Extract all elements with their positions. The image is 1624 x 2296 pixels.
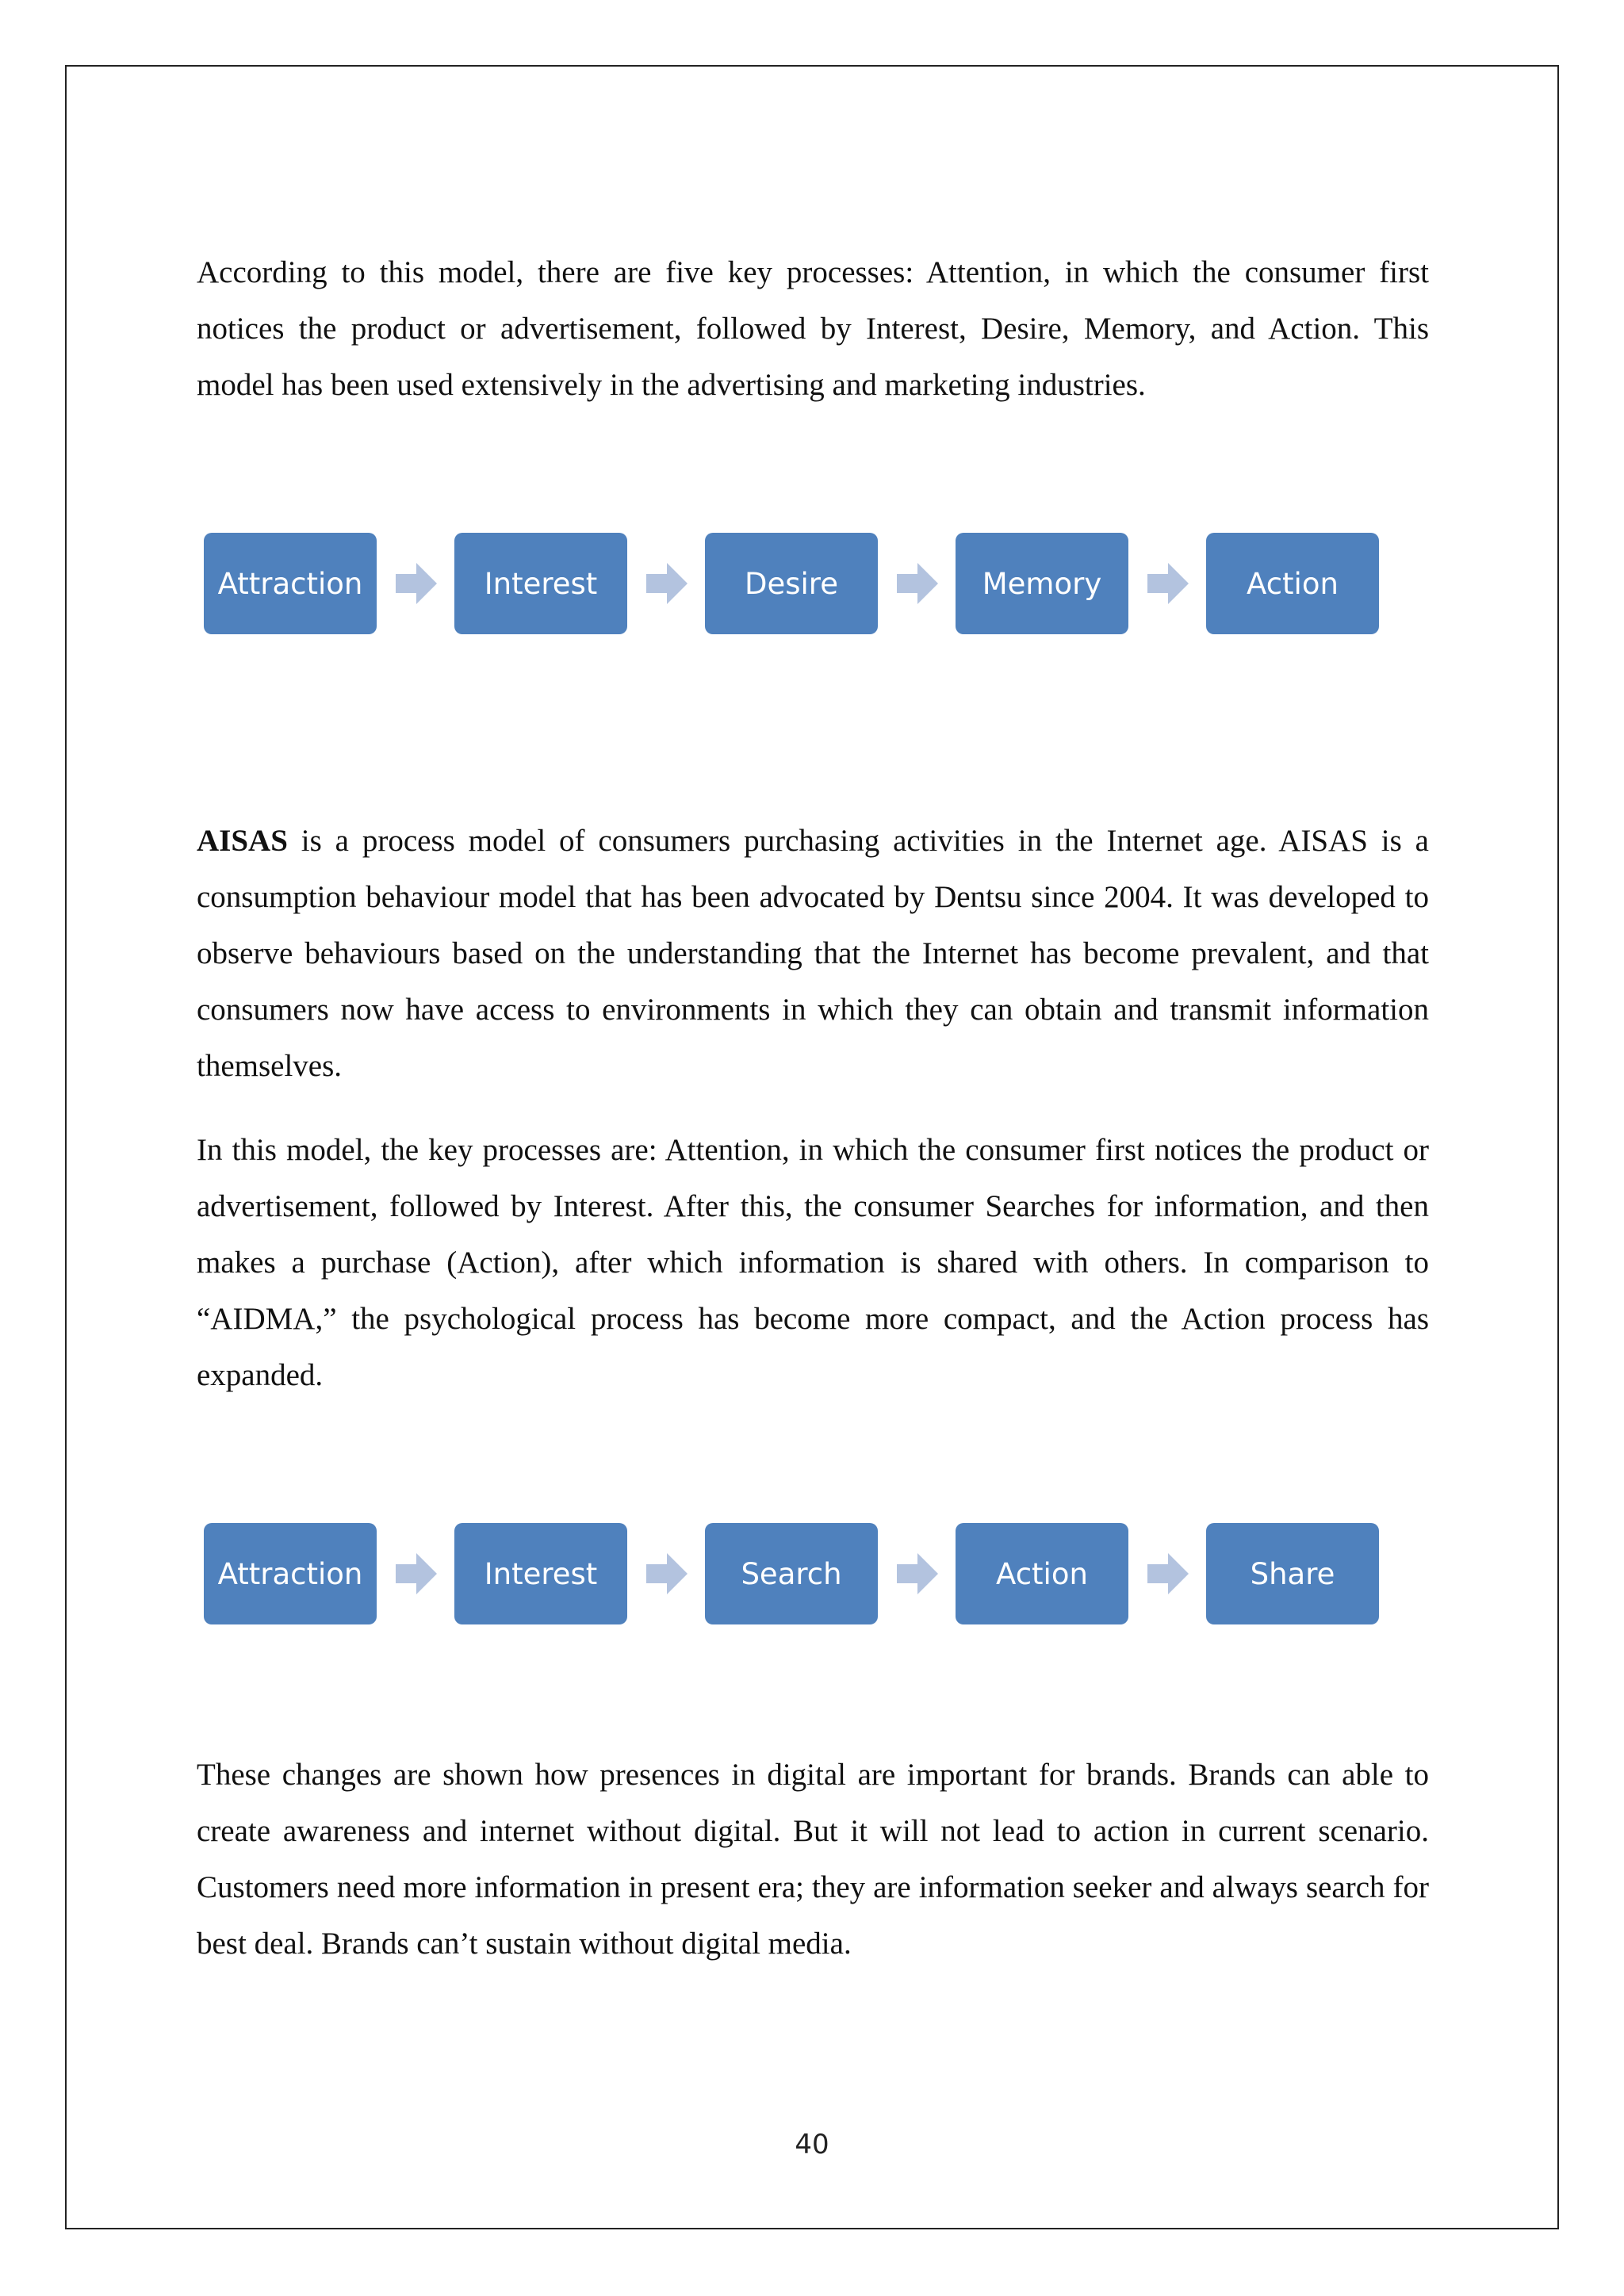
paragraph-aisas-process: In this model, the key processes are: Attention, in which the consumer first notices the product or advertisement, followed by Interest. After this, the consumer Searches for information, and then makes a purchase (Action), after which information is shared with others. In comparison to “AIDMA,” the psychological process has become more compact, and the Action process has expanded. [197, 1133, 1429, 1392]
aisas-definition-text: is a process model of consumers purchasing activities in the Internet age. AISAS is a consumption behaviour model that has been advocated by Dentsu since 2004. It was developed to observe behaviours based on the understanding that the Internet has become prevalent, and that consumers now have access to environments in which they can obtain and transmit information themselves. [197, 824, 1429, 1083]
aidma-step-action: Action [1206, 533, 1379, 634]
aisas-step-action: Action [956, 1523, 1128, 1624]
paragraph-conclusion: These changes are shown how presences in digital are important for brands. Brands can able to create awareness and internet without digital. But it will not lead to action in current scenario. Customers need more information in present era; they are information seeker and always search for best deal. Brands can’t sustain without digital media. [197, 1758, 1429, 1961]
right-arrow-icon [1147, 563, 1189, 604]
aidma-step-attraction: Attraction [204, 533, 377, 634]
aisas-flow-diagram [204, 1523, 1381, 1624]
page-number: 40 [795, 2129, 829, 2160]
aidma-step-desire: Desire [705, 533, 878, 634]
aisas-term: AISAS [197, 824, 288, 858]
aidma-flow-diagram [204, 533, 1381, 634]
right-arrow-icon [1147, 1553, 1189, 1594]
right-arrow-icon [396, 563, 437, 604]
aisas-step-search: Search [705, 1523, 878, 1624]
aidma-step-memory: Memory [956, 533, 1128, 634]
paragraph-aidma-description: According to this model, there are five key processes: Attention, in which the consumer first notices the product or advertisement, followed by Interest, Desire, Memory, and Action. This model has been used extensively in the advertising and marketing industries. [197, 255, 1429, 402]
paragraph-aisas-definition [197, 813, 1429, 1094]
aisas-step-share: Share [1206, 1523, 1379, 1624]
right-arrow-icon [396, 1553, 437, 1594]
right-arrow-icon [646, 563, 688, 604]
right-arrow-icon [897, 1553, 938, 1594]
aisas-step-attraction: Attraction [204, 1523, 377, 1624]
aisas-step-interest: Interest [454, 1523, 627, 1624]
right-arrow-icon [897, 563, 938, 604]
aidma-step-interest: Interest [454, 533, 627, 634]
right-arrow-icon [646, 1553, 688, 1594]
